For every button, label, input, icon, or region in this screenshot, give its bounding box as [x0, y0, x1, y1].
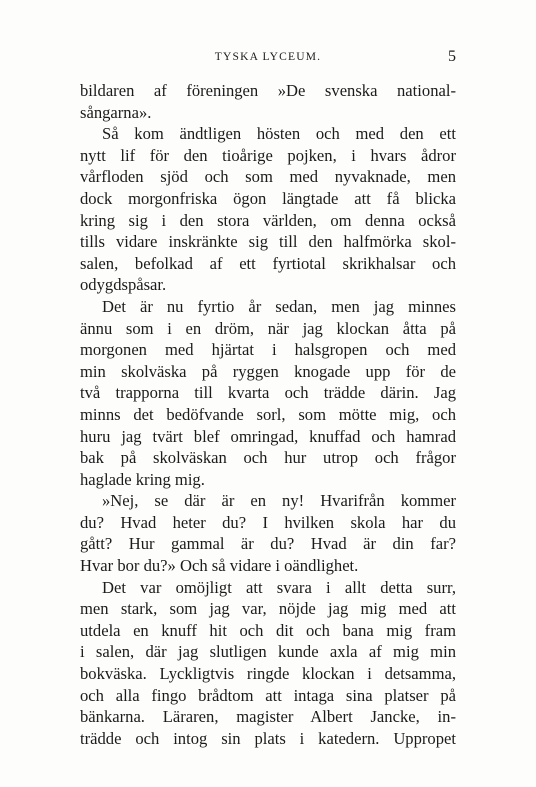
text-line: och alla fingo brådtom att intaga sina platser på [80, 685, 456, 705]
text-line: men stark, som jag var, nöjde jag mig med att [80, 599, 456, 619]
text-line: tills vidare inskränkte sig till den halfmörka skol- [80, 232, 456, 252]
text-line: nytt lif för den tioårige pojken, i hvars ådror [80, 145, 456, 165]
page-header [80, 46, 456, 68]
text-line: bak på skolväskan och hur utrop och frågor [80, 448, 456, 468]
running-head: TYSKA LYCEUM. [214, 51, 322, 63]
text-line: odygdspåsar. [80, 275, 167, 295]
text-line: »Nej, se där är en ny! Hvarifrån kommer [102, 491, 456, 511]
text-line: två trapporna till kvarta och trädde därin. Jag [80, 383, 456, 403]
text-line: du? Hvad heter du? I hvilken skola har du [80, 512, 456, 532]
text-line: salen, befolkad af ett fyrtiotal skrikhalsar och [80, 253, 456, 273]
text-line: dock morgonfriska ögon längtade att få blicka [80, 188, 456, 208]
text-line: ännu som i en dröm, när jag klockan åtta på [80, 318, 456, 338]
text-line: utdela en knuff hit och dit och bana mig fram [80, 620, 456, 640]
text-line: Hvar bor du?» Och så vidare i oändlighet. [80, 556, 359, 576]
text-line: min skolväska på ryggen knogade upp för de [80, 361, 456, 381]
text-line: kring sig i den stora världen, om denna också [80, 210, 456, 230]
text-line: trädde och intog sin plats i katedern. Uppropet [80, 728, 456, 748]
text-line: Så kom ändtligen hösten och med den ett [102, 124, 456, 144]
text-line: morgonen med hjärtat i halsgropen och med [80, 340, 456, 360]
text-line: haglade kring mig. [80, 469, 205, 489]
text-line: gått? Hur gammal är du? Hvad är din far? [80, 534, 456, 554]
text-line: huru jag tvärt blef omringad, knuffad och hamrad [80, 426, 456, 446]
text-line: bokväska. Lyckligtvis ringde klockan i detsamma, [80, 664, 456, 684]
text-line: bildaren af föreningen »De svenska national- [80, 81, 456, 100]
text-line: i salen, där jag slutligen kunde axla af mig min [80, 642, 456, 662]
text-line: sångarna». [80, 102, 152, 122]
text-line: bänkarna. Läraren, magister Albert Jancke, in- [80, 707, 456, 727]
page-number: 5 [448, 48, 456, 65]
text-line: Det var omöjligt att svara i allt detta surr, [102, 577, 456, 597]
text-line: vårfloden sjöd och som med nyvaknade, men [80, 167, 456, 187]
body-text [80, 80, 456, 749]
text-line: minns det bedöfvande sorl, som mötte mig, och [80, 404, 456, 424]
text-line: Det är nu fyrtio år sedan, men jag minnes [102, 296, 456, 316]
